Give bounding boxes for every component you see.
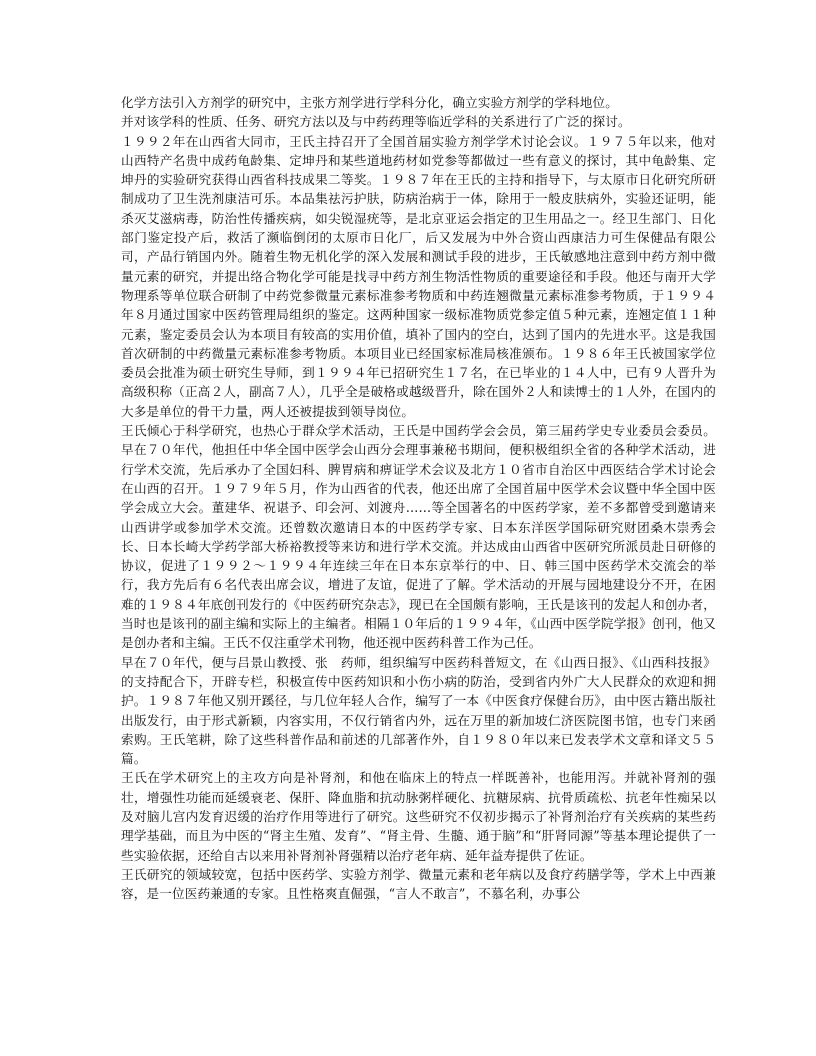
paragraph-popular-science: 早在７０年代，便与吕景山教授、张 药师，组织编写中医药科普短文，在《山西日报》、《山西科技报》的支持配合下，开辟专栏，积极宣传中医药知识和小伤小病的防治，受到省内外广大人民群众的欢迎和拥护。１９８７年他又别开蹊径，与几位年轻人合作，编写了一本《中医食疗保健台历》，由中医古籍出版社出版发行，由于形式新颖，内容实用，不仅行销省内外，远在万里的新加坡仁济医院图书馆，也专门来函索购。王氏笔耕，除了这些科普作品和前述的几部著作外，自１９８０年以来已发表学术文章和译文５５篇。	[121, 654, 716, 767]
paragraph-discipline-discussion: 并对该学科的性质、任务、研究方法以及与中药药理等临近学科的关系进行了广泛的探讨。	[121, 114, 631, 130]
paragraph-research-achievements: １９９２年在山西省大同市，王氏主持召开了全国首届实验方剂学学术讨论会议。１９７５年以来，他对山西特产名贵中成药龟龄集、定坤丹和某些道地药材如党参等都做过一些有意义的探讨，其中龟龄集、定坤丹的实验研究获得山西省科技成果二等奖。１９８７年在王氏的主持和指导下，与太原市日化研究所研制成功了卫生洗剂康洁可乐。本品集祛污护肤，防病治病于一体，除用于一般皮肤病外，实验还证明，能杀灭艾滋病毒，防治性传播疾病，如尖锐湿疣等，是北京亚运会指定的卫生用品之一。经卫生部门、日化部门鉴定投产后，救活了濒临倒闭的太原市日化厂，后又发展为中外合资山西康洁力可生保健品有限公司，产品行销国内外。随着生物无机化学的深入发展和测试手段的进步，王氏敏感地注意到中药方剂中微量元素的研究，并提出络合物化学可能是找寻中药方剂生物活性物质的重要途径和手段。他还与南开大学物理系等单位联合研制了中药党参微量元素标准参考物质和中药连翘微量元素标准参考物质，于１９９４年８月通过国家中医药管理局组织的鉴定。这两种国家一级标准物质党参定值５种元素，连翘定值１１种元素，鉴定委员会认为本项目有较高的实用价值，填补了国内的空白，达到了国内的先进水平。这是我国首次研制的中药微量元素标准参考物质。本项目业已经国家标准局核准颁布。１９８６年王氏被国家学位委员会批准为硕士研究生导师，到１９９４年已招研究生１７名，在已毕业的１４人中，已有９人晋升为高级积称（正高２人，副高７人），几乎全是破格或越级晋升，除在国外２人和读博士的１人外，在国内的大多是单位的骨干力量，两人还被提拔到领导岗位。	[121, 133, 716, 419]
paragraph-kidney-tonic-research: 王氏在学术研究上的主攻方向是补肾剂，和他在临床上的特点一样既善补，也能用泻。并就补肾剂的强壮，增强性功能而延缓衰老、保肝、降血脂和抗动脉粥样硬化、抗糖尿病、抗骨质疏松、抗老年性痴呆以及对脑儿宫内发育迟缓的治疗作用等进行了研究。这些研究不仅初步揭示了补肾剂治疗有关疾病的某些药理学基础，而且为中医的“肾主生殖、发育”、“肾主骨、生髓、通于脑”和“肝肾同源”等基本理论提供了一些实验依据，还给自古以来用补肾剂补肾强精以治疗老年病、延年益寿提供了佐证。	[121, 770, 716, 863]
paragraph-research-fields: 王氏研究的领域较宽，包括中医药学、实验方剂学、微量元素和老年病以及食疗药膳学等，学术上中西兼容，是一位医药兼通的专家。且性格爽直倔强，“言人不敢言”，不慕名利，办事公	[121, 866, 716, 902]
paragraph-methodology: 化学方法引入方剂学的研究中，主张方剂学进行学科分化，确立实验方剂学的学科地位。	[121, 95, 619, 110]
paragraph-academic-activities: 王氏倾心于科学研究，也热心于群众学术活动，王氏是中国药学会会员，第三届药学史专业委员会委员。早在７０年代，他担任中华全国中医学会山西分会理事兼秘书期间，便积极组织全省的各种学术活动，进行学术交流，先后承办了全国妇科、脾胃病和痹证学术会议及北方１０省市自治区中西医结合学术讨论会在山西的召开。１９７９年５月，作为山西省的代表，他还出席了全国首届中医学术会议暨中华全国中医学会成立大会。董建华、祝谌予、印会河、刘渡舟……等全国著名的中医药学家，差不多都曾受到邀请来山西讲学或参加学术交流。还曾数次邀请日本的中医药学专家、日本东洋医学国际研究财团桑木崇秀会长、日本长崎大学药学部大桥裕教授等来访和进行学术交流。并达成由山西省中医研究所派员赴日研修的协议，促进了１９９２～１９９４年连续三年在日本东京举行的中、日、韩三国中医药学术交流会的举行，我方先后有６名代表出席会议，增进了友谊，促进了了解。学术活动的开展与园地建设分不开，在困难的１９８４年底创刊发行的《中医药研究杂志》，现已在全国颇有影响，王氏是该刊的发起人和创办者，当时也是该刊的副主编和实际上的主编者。相隔１０年后的１９９４年，《山西中医学院学报》创刊，他又是创办者和主编。王氏不仅注重学术刊物，他还视中医药科普工作为己任。	[121, 423, 716, 651]
